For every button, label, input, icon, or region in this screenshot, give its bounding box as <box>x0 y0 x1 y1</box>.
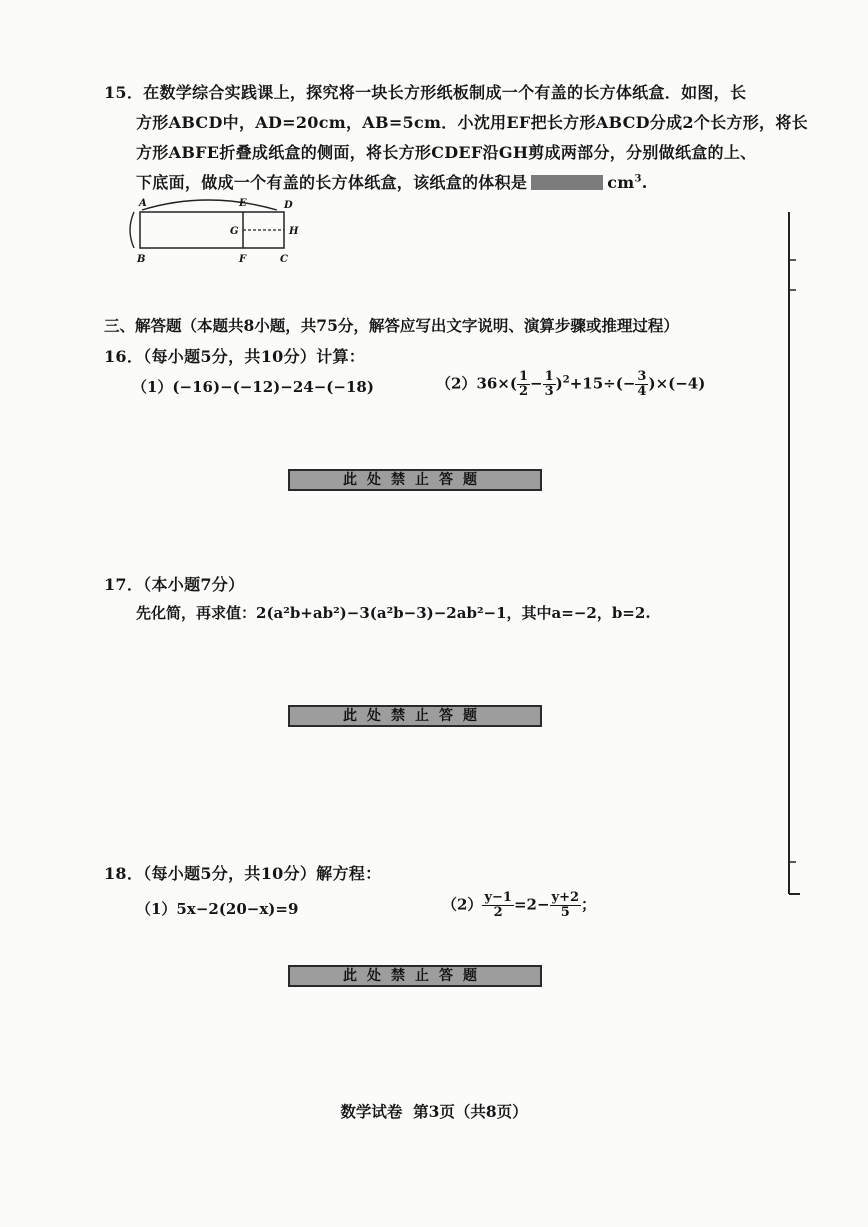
label-e: E <box>239 198 247 209</box>
q16-frac-2 <box>543 370 556 399</box>
q18-part1: （1）5x−2(20−x)=9 <box>136 900 299 918</box>
label-h: H <box>289 226 299 237</box>
q15-line4-text: 下底面，做成一个有盖的长方体纸盒，该纸盒的体积是 <box>136 173 528 192</box>
q16-f1-den: 2 <box>518 384 529 399</box>
q16-part2 <box>436 370 705 399</box>
label-c: C <box>280 254 288 264</box>
q18-part2 <box>442 891 596 920</box>
q18-frac-1 <box>482 891 514 920</box>
q16-p2-a: 36×( <box>476 374 517 393</box>
no-answer-banner-1: 此处禁止答题 <box>288 469 542 491</box>
q16-p2-exp: 2 <box>562 374 570 386</box>
rect-abcd <box>140 212 284 248</box>
q17-header: 17．（本小题7分） <box>104 575 245 594</box>
q18-p2-end: ； <box>581 895 597 914</box>
q15-line4 <box>136 170 648 193</box>
q15-line1: 15．在数学综合实践课上，探究将一块长方形纸板制成一个有盖的长方体纸盒．如图，长 <box>104 83 747 102</box>
no-answer-banner-2: 此处禁止答题 <box>288 705 542 727</box>
q15-unit: cm <box>607 173 635 192</box>
q16-f2-num: 1 <box>544 369 554 384</box>
q16-part1: （1）(−16)−(−12)−24−(−18) <box>132 378 374 396</box>
q16-p2-minus: − <box>530 374 543 393</box>
q18-p2-label: （2） <box>442 895 483 914</box>
rectangle-figure <box>112 192 312 264</box>
q15-unit-exp: 3 <box>634 173 642 185</box>
q17-text: 先化简，再求值：2(a²b+ab²)−3(a²b−3)−2ab²−1，其中a=−2，b=2. <box>136 604 651 622</box>
label-d: D <box>284 200 293 211</box>
q16-f2-den: 3 <box>544 384 554 399</box>
q18-header: 18．（每小题5分，共10分）解方程： <box>104 864 382 883</box>
answer-redaction <box>531 175 603 190</box>
label-b: B <box>137 254 146 264</box>
page-footer: 数学试卷 第3页（共8页） <box>340 1102 528 1121</box>
q18-frac-2 <box>550 891 582 920</box>
q18-f2-den: 5 <box>560 905 570 920</box>
q16-p2-c: +15÷(− <box>569 374 636 393</box>
q18-f1-den: 2 <box>493 905 503 920</box>
binding-margin-line <box>776 212 806 902</box>
q16-frac-1 <box>517 370 530 399</box>
q18-f1-num: y−1 <box>484 890 512 905</box>
q16-header: 16．（每小题5分，共10分）计算： <box>104 347 366 366</box>
label-f: F <box>239 254 247 264</box>
label-g: G <box>230 226 239 237</box>
q16-f3-den: 4 <box>637 384 647 399</box>
label-a: A <box>139 198 147 209</box>
q15-line3: 方形ABFE折叠成纸盒的侧面，将长方形CDEF沿GH剪成两部分，分别做纸盒的上、 <box>136 143 757 162</box>
q16-f3-num: 3 <box>637 369 647 384</box>
q18-p2-mid: =2− <box>513 895 550 914</box>
q15-line2: 方形ABCD中，AD=20cm，AB=5cm．小沈用EF把长方形ABCD分成2个长方形，将长 <box>136 113 808 132</box>
no-answer-banner-3: 此处禁止答题 <box>288 965 542 987</box>
q15-period: . <box>641 173 648 192</box>
q16-f1-num: 1 <box>518 369 529 384</box>
fold-arc <box>142 200 277 210</box>
q18-f2-num: y+2 <box>551 890 580 905</box>
fold-edge <box>130 212 134 248</box>
q16-p2-label: （2） <box>436 374 477 393</box>
q16-p2-d: )×(−4) <box>648 374 706 393</box>
section3-title: 三、解答题（本题共8小题，共75分，解答应写出文字说明、演算步骤或推理过程） <box>104 316 679 335</box>
q16-p2-b: ) <box>555 374 563 393</box>
q16-frac-3 <box>635 370 648 399</box>
